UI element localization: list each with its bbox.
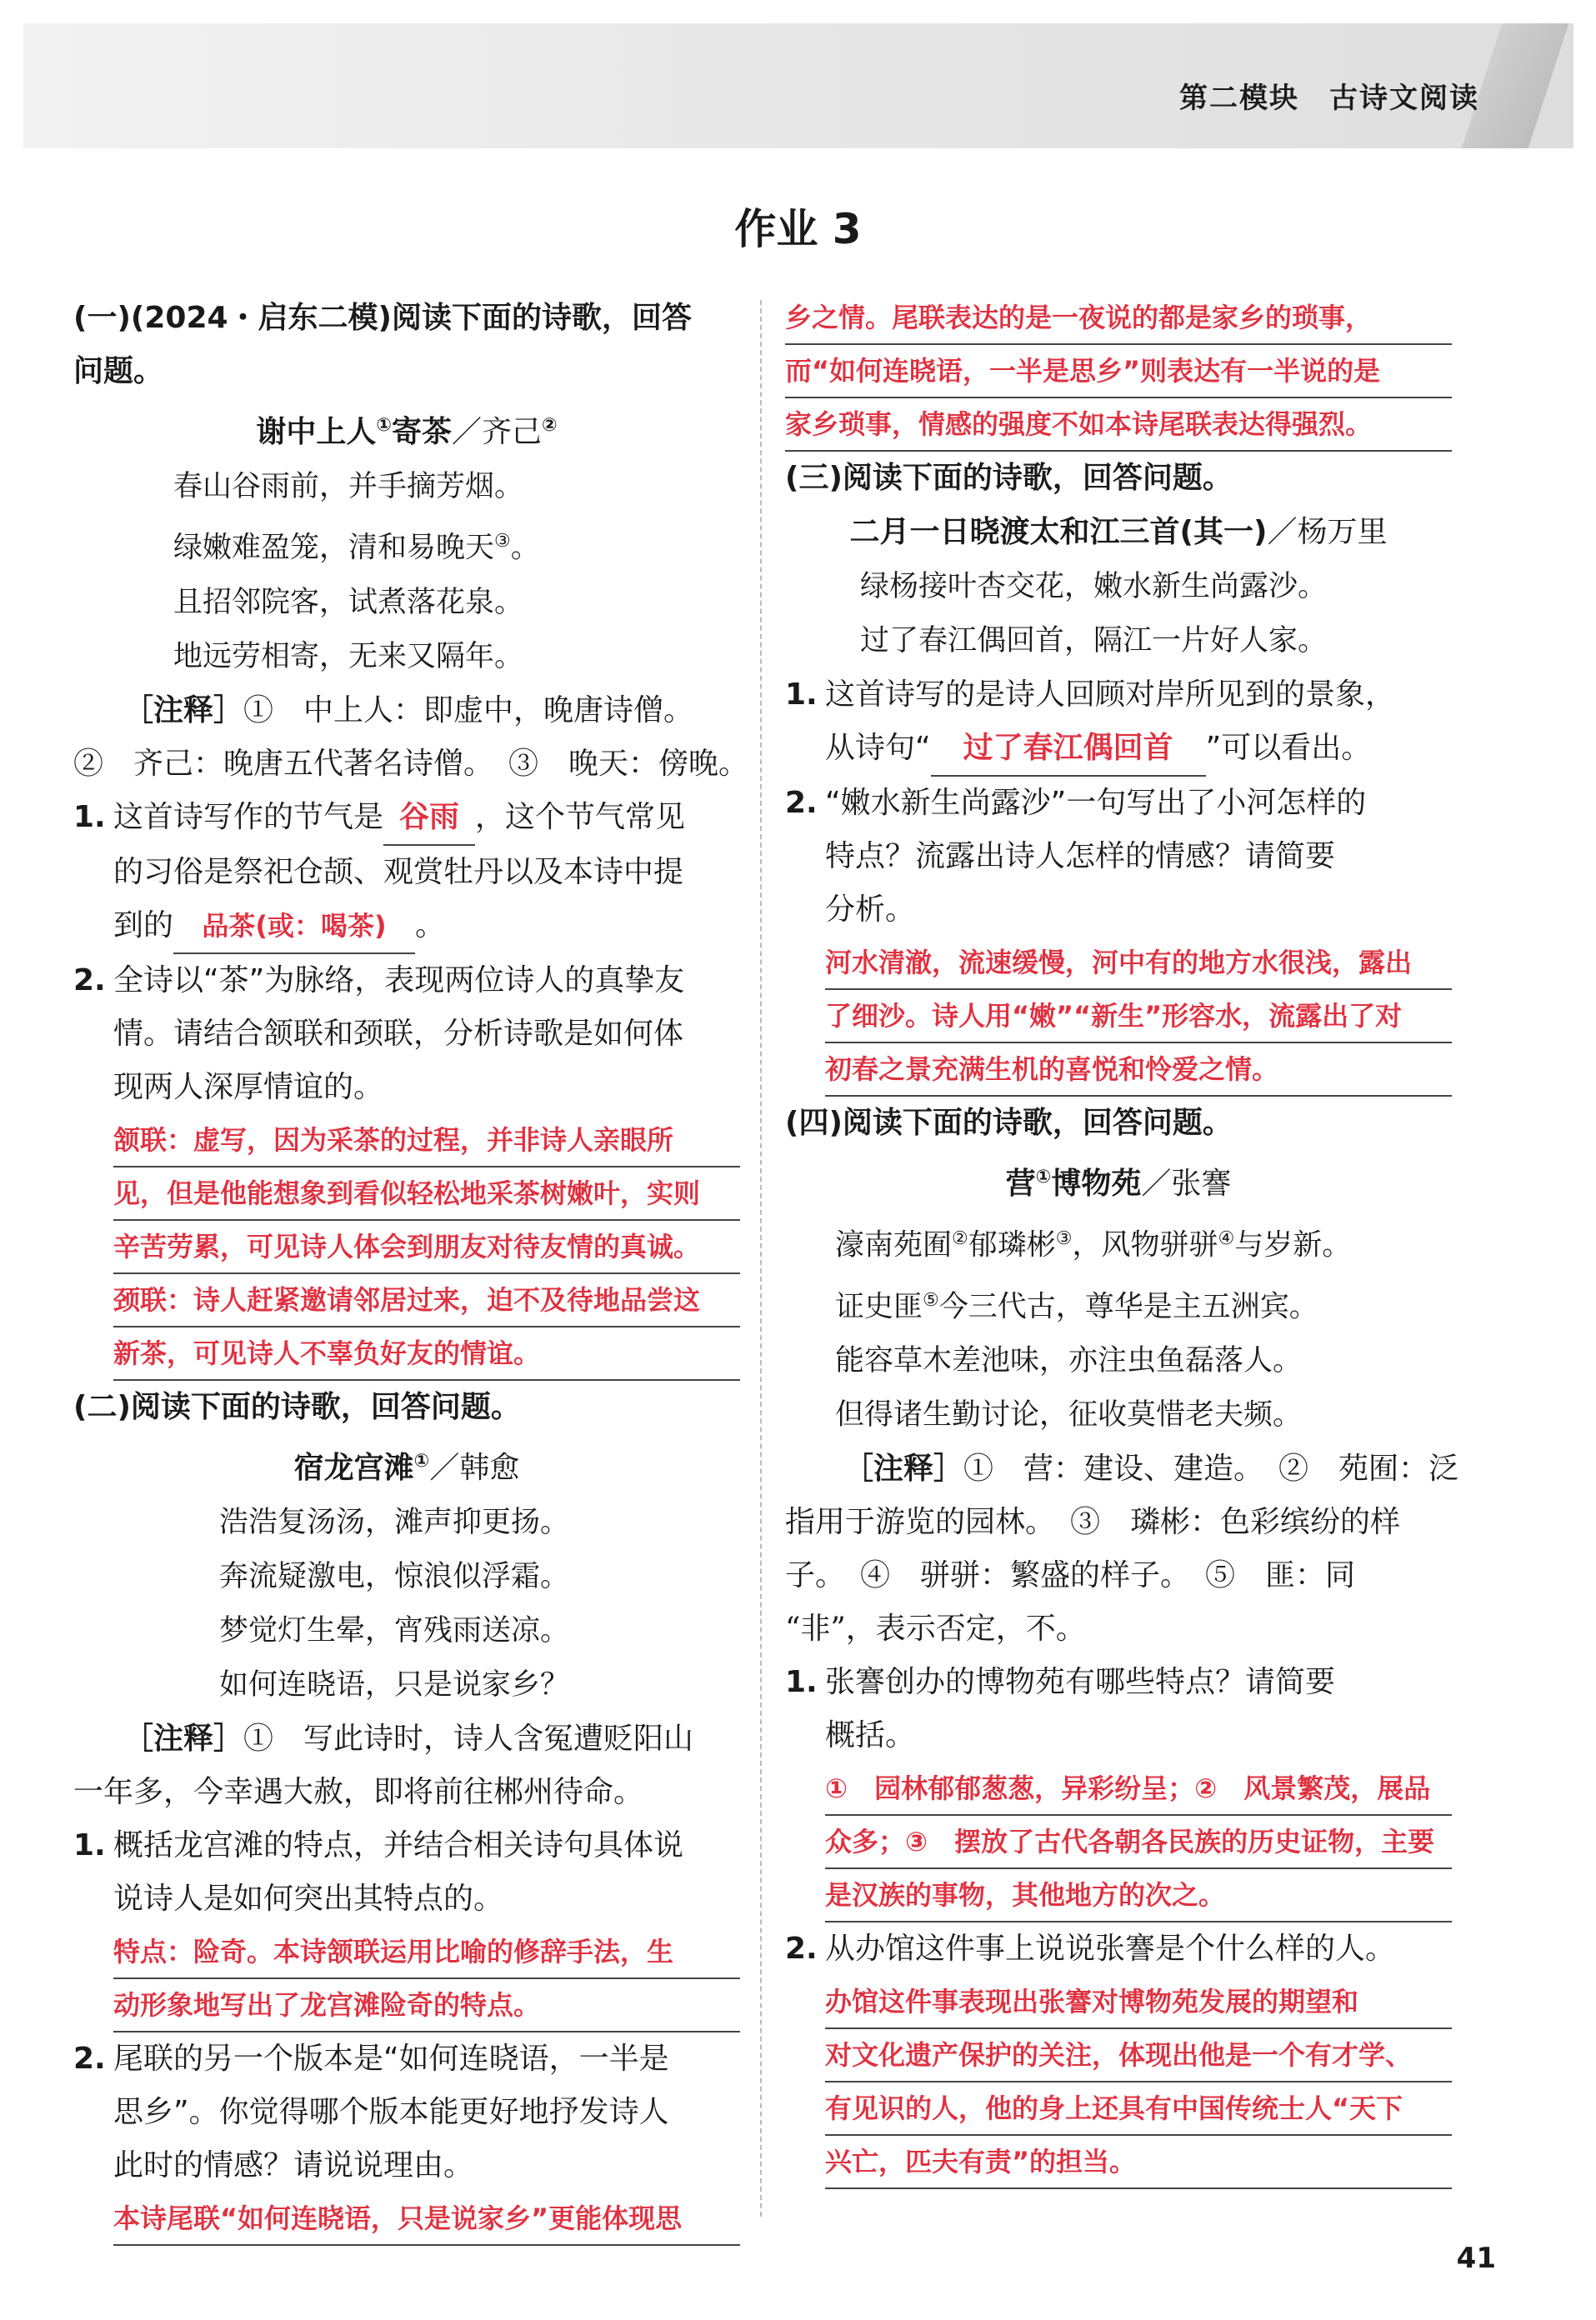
question-3: 1. 概括龙宫滩的特点，并结合相关诗句具体说 <box>73 1828 684 1862</box>
answer-line: 有见识的人，他的身上还具有中国传统士人“天下 <box>825 2082 1452 2136</box>
poem-2-line: 奔流疑激电，惊浪似浮霜。 <box>219 1559 570 1593</box>
answer-blank[interactable]: 谷雨 <box>383 791 475 846</box>
answer-line: 了细沙。诗人用“嫩”“新生”形容水，流露出了对 <box>825 990 1452 1043</box>
poem-4-note-cont: 指用于游览的园林。 ③ 璘彬：色彩缤纷的样 <box>785 1505 1401 1540</box>
module-title: 第二模块 古诗文阅读 <box>1179 82 1479 115</box>
poem-2-line: 如何连晓语，只是说家乡？ <box>219 1668 570 1702</box>
poem-4-line: 濠南苑囿②郁璘彬③，风物骈骈④与岁新。 <box>835 1228 1352 1262</box>
poem-4-title: 营①博物苑／张謇 <box>1005 1167 1232 1201</box>
answer-line: 而“如何连晓语，一半是思乡”则表达有一半说的是 <box>785 345 1452 398</box>
poem-4-note-cont: 子。 ④ 骈骈：繁盛的样子。 ⑤ 匪：同 <box>785 1558 1356 1593</box>
poem-4-note: ［注释］① 营：建设、建造。 ② 苑囿：泛 <box>843 1452 1459 1487</box>
answer-line: 见，但是他能想象到看似轻松地采茶树嫩叶，实则 <box>113 1168 740 1221</box>
poem-3-line: 绿杨接叶杏交花，嫩水新生尚露沙。 <box>860 570 1328 603</box>
poem-4-line: 能容草木差池味，亦注虫鱼磊落人。 <box>835 1344 1303 1378</box>
poem-1-note: ［注释］① 中上人：即虚中，晚唐诗僧。 <box>123 692 694 728</box>
answer-line: 动形象地写出了龙宫滩险奇的特点。 <box>113 1979 740 2032</box>
poem-2-title: 宿龙宫滩①／韩愈 <box>293 1450 520 1485</box>
poem-2-note-cont: 一年多，今幸遇大赦，即将前往郴州待命。 <box>73 1774 644 1809</box>
question-8: 2. 从办馆这件事上说说张謇是个什么样的人。 <box>785 1932 1396 1967</box>
answer-line: 颈联：诗人赶紧邀请邻居过来，迫不及待地品尝这 <box>113 1274 740 1328</box>
answer-line: 本诗尾联“如何连晓语，只是说家乡”更能体现思 <box>113 2192 740 2246</box>
answer-blank[interactable]: 过了春江偶回首 <box>931 722 1206 777</box>
poem-1-line: 且招邻院客，试煮落花泉。 <box>173 585 524 619</box>
poem-1-line: 地远劳相寄，无来又隔年。 <box>173 639 524 673</box>
answer-line: 办馆这件事表现出张謇对博物苑发展的期望和 <box>825 1976 1452 2029</box>
poem-4-note-cont: “非”，表示否定，不。 <box>785 1612 1086 1647</box>
question-4: 2. 尾联的另一个版本是“如何连晓语，一半是 <box>73 2041 669 2076</box>
answer-line: 初春之景充满生机的喜悦和怜爱之情。 <box>825 1043 1452 1097</box>
answer-line: 乡之情。尾联表达的是一夜说的都是家乡的琐事， <box>785 292 1452 345</box>
poem-1-note-cont: ② 齐己：晚唐五代著名诗僧。 ③ 晚天：傍晚。 <box>73 746 749 781</box>
poem-1-line: 春山谷雨前，并手摘芳烟。 <box>173 470 524 503</box>
answer-line: ① 园林郁郁葱葱，异彩纷呈；② 风景繁茂，展品 <box>825 1762 1452 1816</box>
answer-line: 是汉族的事物，其他地方的次之。 <box>825 1869 1452 1922</box>
answer-line: 家乡琐事，情感的强度不如本诗尾联表达得强烈。 <box>785 398 1452 452</box>
answer-line: 特点：险奇。本诗颔联运用比喻的修辞手法，生 <box>113 1926 740 1979</box>
poem-1-line: 绿嫩难盈笼，清和易晚天③。 <box>173 531 540 565</box>
poem-2-line: 浩浩复汤汤，滩声抑更扬。 <box>219 1505 570 1539</box>
answer-line: 兴亡，匹夫有责”的担当。 <box>825 2136 1452 2189</box>
answer-blank[interactable]: 品茶(或：喝茶) <box>173 899 415 954</box>
answer-line: 众多；③ 摆放了古代各朝各民族的历史证物，主要 <box>825 1816 1452 1869</box>
question-1: 1. 这首诗写作的节气是 谷雨 ，这个节气常见 <box>73 791 740 846</box>
answer-line: 颔联：虚写，因为采茶的过程，并非诗人亲眼所 <box>113 1114 740 1168</box>
question-5: 1. 这首诗写的是诗人回顾对岸所见到的景象， <box>785 678 1396 712</box>
poem-1-title: 谢中上人①寄茶／齐己② <box>256 415 558 449</box>
answer-line: 对文化遗产保护的关注，体现出他是一个有才学、 <box>825 2029 1452 2082</box>
answer-line: 河水清澈，流速缓慢，河中有的地方水很浅，露出 <box>825 937 1452 990</box>
poem-4-line: 证史匪⑤今三代古，尊华是主五洲宾。 <box>835 1289 1318 1324</box>
answer-line: 新茶，可见诗人不辜负好友的情谊。 <box>113 1328 740 1381</box>
section-1-heading: (一)(2024・启东二模)阅读下面的诗歌，回答 <box>73 301 693 335</box>
poem-3-title: 二月一日晓渡太和江三首(其一)／杨万里 <box>849 515 1388 549</box>
question-7: 1. 张謇创办的博物苑有哪些特点？请简要 <box>785 1665 1336 1700</box>
poem-2-note: ［注释］① 写此诗时，诗人含冤遭贬阳山 <box>123 1721 694 1756</box>
right-column: 乡之情。尾联表达的是一夜说的都是家乡的琐事， 而“如何连晓语，一半是思乡”则表达有一半说的是 家乡琐事，情感的强度不如本诗尾联表达得强烈。 (三)阅读下面的诗歌，回答问题。 二月一日晓渡太和江三首(其一)／杨万里 绿杨接叶杏交花，嫩水新生尚露沙。 过了春江偶回首，隔江一片好人家。 1. 这首诗写的是诗人回顾对岸所见到的景象， 从诗句“ 过了春江偶回首 ”可以看出。 2. “嫩水新生尚露沙”一句写出了小河怎样的 特点？流露出诗人怎样的情感？请简要 分析。 河水清澈，流速缓慢，河中有的地方水很浅，露出 了细沙。诗人用“嫩”“新生”形容水，流露出了对 初春之景充满生机的喜悦和怜爱之情。 (四)阅读下面的诗歌，回答问题。 营①博物苑／张謇 濠南苑囿②郁璘彬③，风物骈骈④与岁新。 证史匪⑤今三代古，尊华是主五洲宾。 能容草木差池味，亦注虫鱼磊落人。 但得诸生勤讨论，征收莫惜老夫频。 ［注释］① 营：建设、建造。 ② 苑囿：泛 指用于游览的园林。 ③ 璘彬：色彩缤纷的样 子。 ④ 骈骈：繁盛的样子。 ⑤ 匪：同 “非”，表示否定，不。 1. 张謇创办的博物苑有哪些特点？请简要 概括。 ① 园林郁郁葱葱，异彩纷呈；② 风景繁茂，展品 众多；③ 摆放了古代各朝各民族的历史证物，主要 是汉族的事物，其他地方的次之。 2. 从办馆这件事上说说张謇是个什么样的人。 办馆这件事表现出张謇对博物苑发展的期望和 对文化遗产保护的关注，体现出他是一个有才学、 有见识的人，他的身上还具有中国传统士人“天下 兴亡，匹夫有责”的担当。 <box>785 292 1452 2189</box>
poem-3-line: 过了春江偶回首，隔江一片好人家。 <box>860 624 1328 658</box>
question-2: 2. 全诗以“茶”为脉络，表现两位诗人的真挚友 <box>73 962 685 998</box>
section-4-heading: (四)阅读下面的诗歌，回答问题。 <box>785 1106 1233 1140</box>
page-number: 41 <box>1456 2242 1496 2275</box>
section-2-heading: (二)阅读下面的诗歌，回答问题。 <box>73 1389 521 1424</box>
answer-line: 辛苦劳累，可见诗人体会到朋友对待友情的真诚。 <box>113 1221 740 1274</box>
section-1-heading-cont: 问题。 <box>73 354 164 388</box>
page-title: 作业 3 <box>734 205 862 253</box>
poem-4-line: 但得诸生勤讨论，征收莫惜老夫频。 <box>835 1398 1303 1432</box>
section-3-heading: (三)阅读下面的诗歌，回答问题。 <box>785 461 1233 495</box>
left-column: (一)(2024・启东二模)阅读下面的诗歌，回答 问题。 谢中上人①寄茶／齐己② 春山谷雨前，并手摘芳烟。 绿嫩难盈笼，清和易晚天③。 且招邻院客，试煮落花泉。 地远劳相寄，无来又隔年。 ［注释］① 中上人：即虚中，晚唐诗僧。 ② 齐己：晚唐五代著名诗僧。 ③ 晚天：傍晚。 1. 这首诗写作的节气是 谷雨 ，这个节气常见 的习俗是祭祀仓颉、观赏牡丹以及本诗中提 到的 品茶(或：喝茶) 。 2. 全诗以“茶”为脉络，表现两位诗人的真挚友 情。请结合颔联和颈联，分析诗歌是如何体 现两人深厚情谊的。 颔联：虚写，因为采茶的过程，并非诗人亲眼所 见，但是他能想象到看似轻松地采茶树嫩叶，实则 辛苦劳累，可见诗人体会到朋友对待友情的真诚。 颈联：诗人赶紧邀请邻居过来，迫不及待地品尝这 新茶，可见诗人不辜负好友的情谊。 (二)阅读下面的诗歌，回答问题。 宿龙宫滩①／韩愈 浩浩复汤汤，滩声抑更扬。 奔流疑激电，惊浪似浮霜。 梦觉灯生晕，宵残雨送凉。 如何连晓语，只是说家乡？ ［注释］① 写此诗时，诗人含冤遭贬阳山 一年多，今幸遇大赦，即将前往郴州待命。 1. 概括龙宫滩的特点，并结合相关诗句具体说 说诗人是如何突出其特点的。 特点：险奇。本诗颔联运用比喻的修辞手法，生 动形象地写出了龙宫滩险奇的特点。 2. 尾联的另一个版本是“如何连晓语，一半是 思乡”。你觉得哪个版本能更好地抒发诗人 此时的情感？请说说理由。 本诗尾联“如何连晓语，只是说家乡”更能体现思 <box>73 292 740 2246</box>
question-6: 2. “嫩水新生尚露沙”一句写出了小河怎样的 <box>785 786 1367 820</box>
column-divider <box>760 300 762 2217</box>
poem-2-line: 梦觉灯生晕，宵残雨送凉。 <box>219 1613 570 1648</box>
